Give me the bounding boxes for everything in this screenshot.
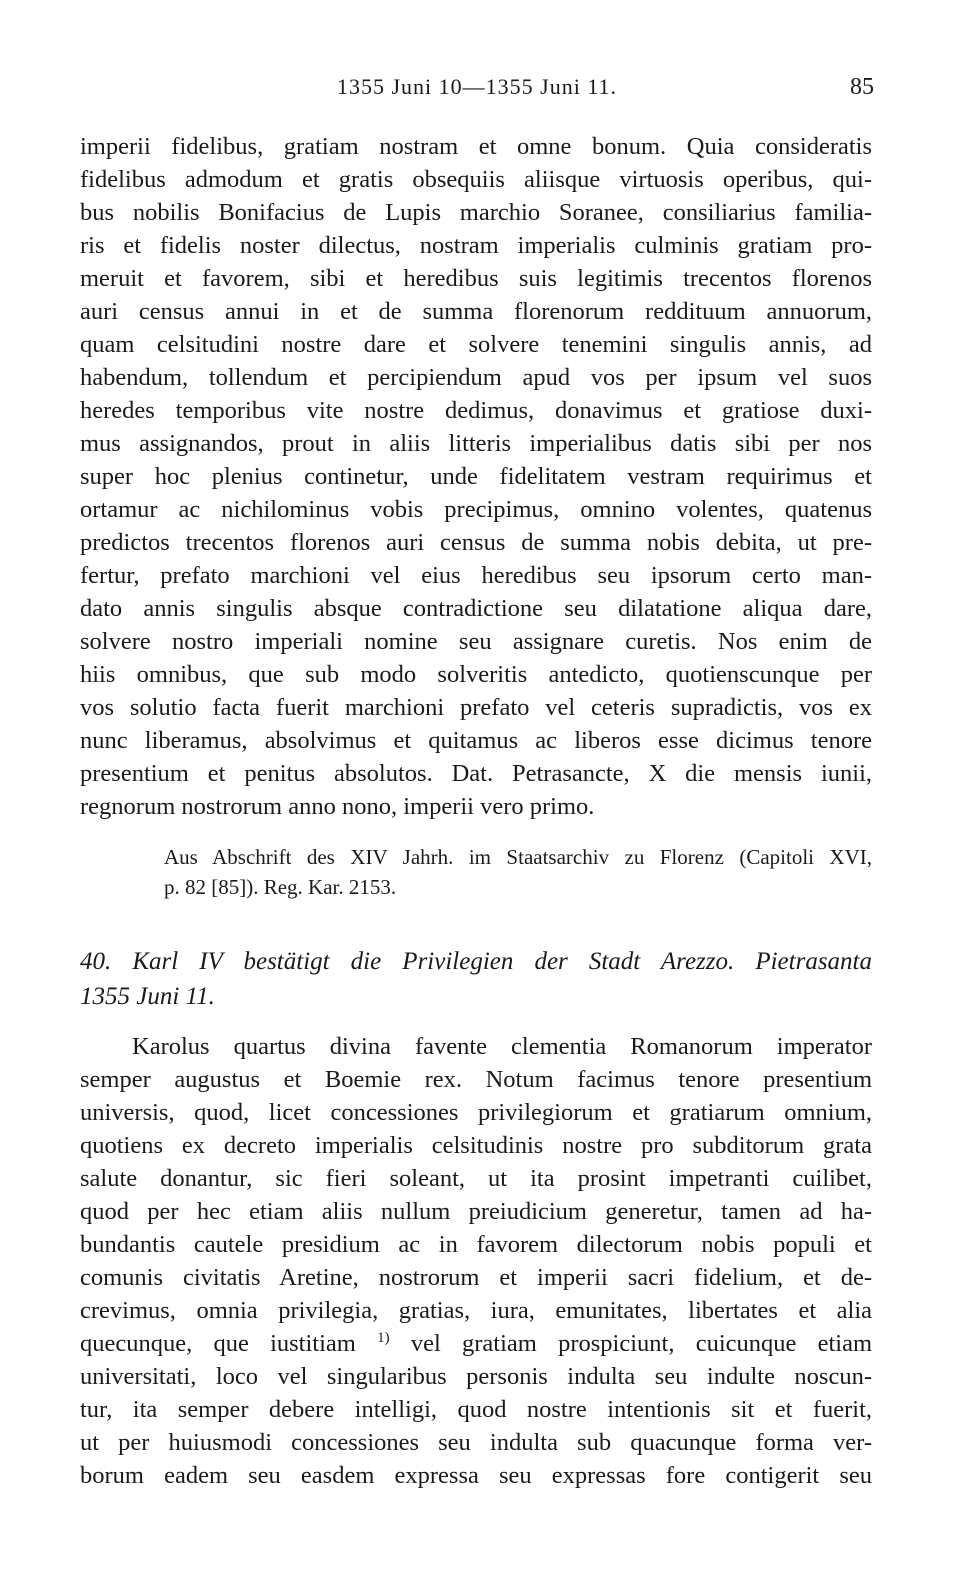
body-line: auri census annui in et de summa florenorum reddituum annuorum, <box>80 298 872 325</box>
doc-line: semper augustus et Boemie rex. Notum facimus tenore presentium <box>80 1066 872 1093</box>
body-line: heredes temporibus vite nostre dedimus, donavimus et gratiose duxi- <box>80 397 872 424</box>
body-line: mus assignandos, prout in aliis litteris imperialibus datis sibi per nos <box>80 430 872 457</box>
doc-line: universis, quod, licet concessiones privilegiorum et gratiarum omnium, <box>80 1099 872 1126</box>
doc-line: ut per huiusmodi concessiones seu indulta sub quacunque forma ver- <box>80 1429 872 1456</box>
body-line: vos solutio facta fuerit marchioni prefato vel ceteris supradictis, vos ex <box>80 694 872 721</box>
body-line: quam celsitudini nostre dare et solvere tenemini singulis annis, ad <box>80 331 872 358</box>
body-line: meruit et favorem, sibi et heredibus suis legitimis trecentos florenos <box>80 265 872 292</box>
doc-line-with-footnote <box>80 1327 872 1360</box>
doc-line: universitati, loco vel singularibus personis indulta seu indulte noscun- <box>80 1363 872 1390</box>
doc-line: bundantis cautele presidium ac in favorem dilectorum nobis populi et <box>80 1231 872 1258</box>
body-line: super hoc plenius continetur, unde fidelitatem vestram requirimus et <box>80 463 872 490</box>
doc-line: tur, ita semper debere intelligi, quod nostre intentionis sit et fuerit, <box>80 1396 872 1423</box>
body-line: regnorum nostrorum anno nono, imperii vero primo. <box>80 793 595 820</box>
doc-line: Karolus quartus divina favente clementia Romanorum imperator <box>132 1033 872 1060</box>
body-line: dato annis singulis absque contradictione seu dilatatione aliqua dare, <box>80 595 872 622</box>
doc-line: comunis civitatis Aretine, nostrorum et imperii sacri fidelium, et de- <box>80 1264 872 1291</box>
document-heading: 40. Karl IV bestätigt die Privilegien der Stadt Arezzo. Pietrasanta <box>80 948 872 975</box>
doc-line: quod per hec etiam aliis nullum preiudicium generetur, tamen ad ha- <box>80 1198 872 1225</box>
body-line: solvere nostro imperiali nomine seu assignare curetis. Nos enim de <box>80 628 872 655</box>
page-number: 85 <box>850 74 874 100</box>
body-line: bus nobilis Bonifacius de Lupis marchio Soranee, consiliarius familia- <box>80 199 872 226</box>
body-line: presentium et penitus absolutos. Dat. Petrasancte, X die mensis iunii, <box>80 760 872 787</box>
body-line: habendum, tollendum et percipiendum apud vos per ipsum vel suos <box>80 364 872 391</box>
doc-line: salute donantur, sic fieri soleant, ut ita prosint impetranti cuilibet, <box>80 1165 872 1192</box>
footnote-marker: 1) <box>377 1329 390 1346</box>
body-line: ris et fidelis noster dilectus, nostram imperialis culminis gratiam pro- <box>80 232 872 259</box>
source-note-line: p. 82 [85]). Reg. Kar. 2153. <box>164 875 397 899</box>
line-text-after: vel gratiam prospiciunt, cuicunque etiam <box>410 1330 873 1357</box>
body-line: fertur, prefato marchioni vel eius heredibus seu ipsorum certo man- <box>80 562 872 589</box>
doc-line: borum eadem seu easdem expressa seu expressas fore contigerit seu <box>80 1462 872 1489</box>
body-line: predictos trecentos florenos auri census de summa nobis debita, ut pre- <box>80 529 872 556</box>
line-text-before: quecunque, que iustitiam <box>80 1330 356 1357</box>
doc-line: crevimus, omnia privilegia, gratias, iura, emunitates, libertates et alia <box>80 1297 872 1324</box>
body-line: imperii fidelibus, gratiam nostram et omne bonum. Quia consideratis <box>80 133 872 160</box>
source-note-line: Aus Abschrift des XIV Jahrh. im Staatsarchiv zu Florenz (Capitoli XVI, <box>164 845 872 869</box>
body-line: ortamur ac nichilominus vobis precipimus, omnino volentes, quatenus <box>80 496 872 523</box>
body-line: hiis omnibus, que sub modo solveritis antedicto, quotienscunque per <box>80 661 872 688</box>
doc-line: quotiens ex decreto imperialis celsitudinis nostre pro subditorum grata <box>80 1132 872 1159</box>
body-line: fidelibus admodum et gratis obsequiis aliisque virtuosis operibus, qui- <box>80 166 872 193</box>
body-line: nunc liberamus, absolvimus et quitamus ac liberos esse dicimus tenore <box>80 727 872 754</box>
running-title: 1355 Juni 10—1355 Juni 11. <box>336 74 618 99</box>
page-header <box>80 74 874 108</box>
document-heading: 1355 Juni 11. <box>80 983 215 1010</box>
